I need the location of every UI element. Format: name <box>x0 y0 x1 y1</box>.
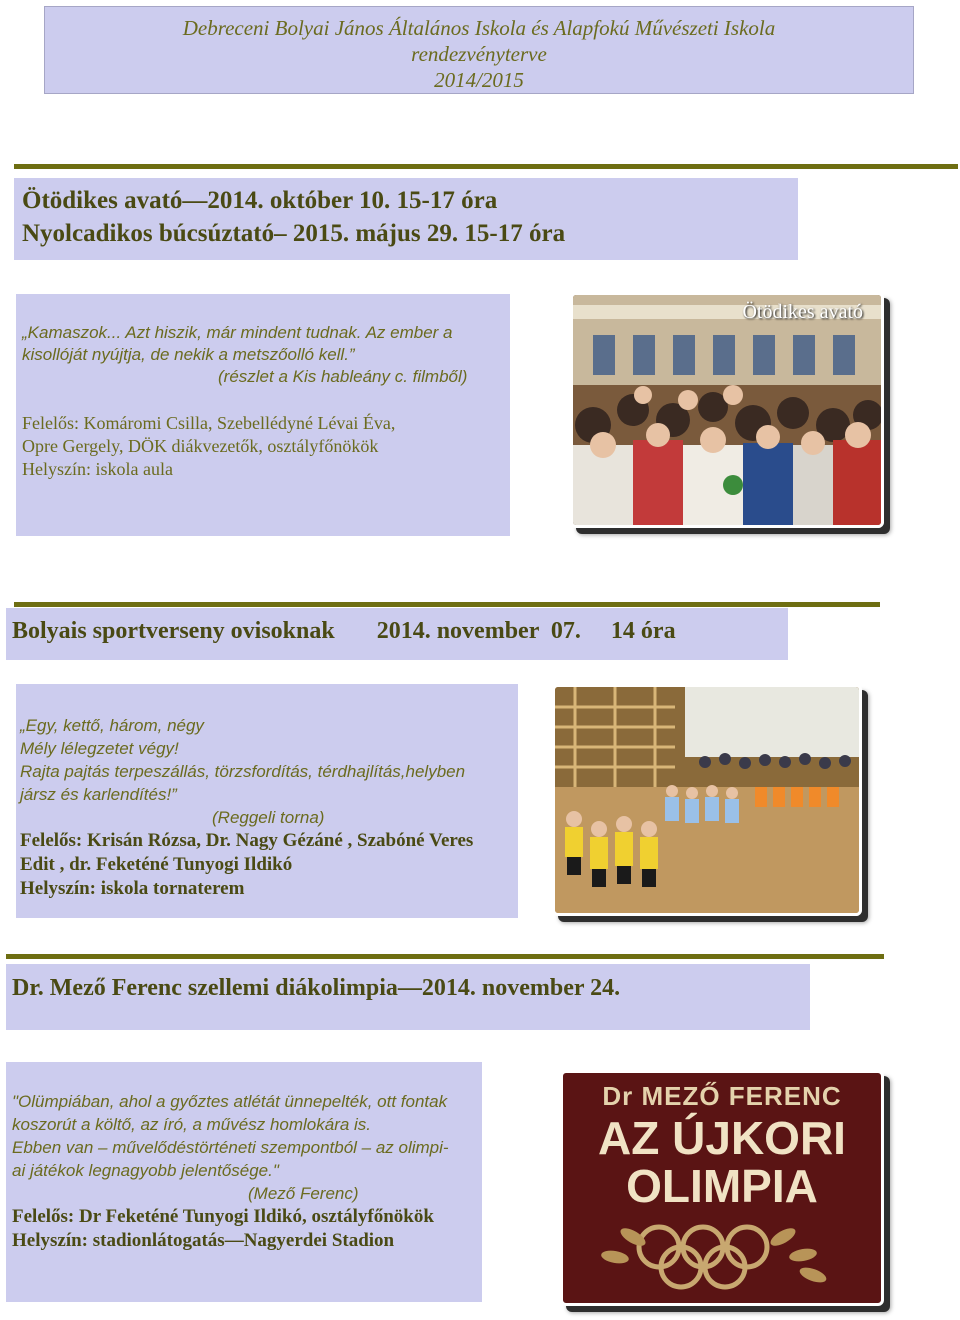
event2-title-box <box>6 608 788 660</box>
rhyme-line-4: jársz és karlendítés!” <box>20 785 177 804</box>
event3-responsible: Felelős: Dr Feketéné Tunyogi Ildikó, osztályfőnökök <box>12 1206 434 1227</box>
quote-line-1: „Kamaszok... Azt hiszik, már mindent tudnak. Az ember a <box>22 323 453 342</box>
event2-photo <box>552 684 862 916</box>
book-title-line-2: OLIMPIA <box>626 1160 818 1212</box>
plan-label: rendezvényterve <box>411 42 547 66</box>
school-year: 2014/2015 <box>434 68 524 92</box>
rhyme-line-2: Mély lélegzetet végy! <box>20 739 179 758</box>
event3-info-box <box>6 1062 482 1302</box>
quote-line-2: kisollóját nyújtja, de nekik a metszőolló kell.” <box>22 345 355 364</box>
crowd-photo-graphic <box>573 295 881 525</box>
olympic-quote-1: "Olümpiában, ahol a győztes atlétát ünnepelték, ott fontak <box>12 1092 448 1111</box>
quote-source: (részlet a Kis hableány c. filmből) <box>218 367 468 386</box>
section-divider-3 <box>6 954 884 959</box>
event2-title: Bolyais sportverseny ovisoknak 2014. november 07. 14 óra <box>12 618 676 644</box>
school-name: Debreceni Bolyai János Általános Iskola és Alapfokú Művészeti Iskola <box>182 16 776 40</box>
olympic-rings-icon <box>563 1207 881 1306</box>
event2-responsible-2: Edit , dr. Feketéné Tunyogi Ildikó <box>20 854 293 875</box>
event1-photo <box>570 292 884 528</box>
event2-responsible-1: Felelős: Krisán Rózsa, Dr. Nagy Gézáné , Szabóné Veres <box>20 830 474 851</box>
event1-info-box <box>16 294 510 536</box>
event1-title-line2: Nyolcadikos búcsúztató– 2015. május 29. 15-17 óra <box>22 220 566 247</box>
photo-caption: Ötödikes avató <box>742 301 863 323</box>
event1-location: Helyszín: iskola aula <box>22 459 173 479</box>
event3-title: Dr. Mező Ferenc szellemi diákolimpia—2014. november 24. <box>12 975 621 1001</box>
rhyme-line-1: „Egy, kettő, három, négy <box>20 716 204 735</box>
section-divider-1 <box>14 164 958 169</box>
event3-location: Helyszín: stadionlátogatás—Nagyerdei Stadion <box>12 1230 395 1251</box>
event2-info-box <box>16 684 518 918</box>
gym-photo-graphic <box>555 687 859 913</box>
book-author: Dr MEZŐ FERENC <box>602 1081 842 1111</box>
olympic-quote-2: koszorút a költő, az író, a művész homlokára is. <box>12 1115 372 1134</box>
olympic-quote-source: (Mező Ferenc) <box>248 1184 359 1203</box>
book-title-line-1: AZ ÚJKORI <box>598 1112 846 1164</box>
event3-title-box <box>6 964 810 1030</box>
event1-title-box <box>14 178 798 260</box>
section-divider-2 <box>14 602 880 607</box>
event1-title-line1: Ötödikes avató—2014. október 10. 15-17 óra <box>22 187 498 214</box>
event1-responsible-2: Opre Gergely, DÖK diákvezetők, osztályfőnökök <box>22 436 379 456</box>
rhyme-source: (Reggeli torna) <box>212 808 325 827</box>
event1-responsible-1: Felelős: Komáromi Csilla, Szebellédyné Lévai Éva, <box>22 413 396 433</box>
event2-location: Helyszín: iskola tornaterem <box>20 878 245 899</box>
rhyme-line-3: Rajta pajtás terpeszállás, törzsfordítás, térdhajlítás,helyben <box>20 762 466 781</box>
olympic-quote-3: Ebben van – művelődéstörténeti szempontból – az olimpi- <box>12 1138 449 1157</box>
olympic-quote-4: ai játékok legnagyobb jelentősége." <box>12 1161 279 1180</box>
book-cover-photo <box>560 1070 884 1306</box>
header-box <box>44 6 914 94</box>
